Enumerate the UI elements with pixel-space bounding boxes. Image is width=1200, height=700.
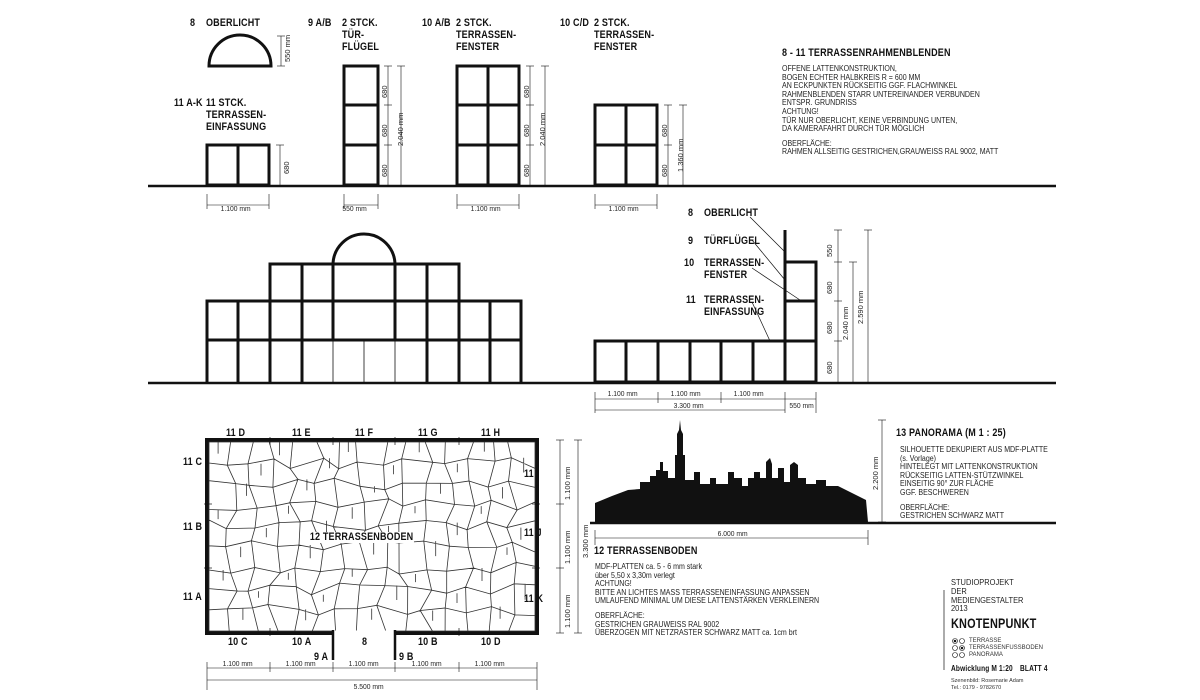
dim-tuer-w: 550 mm — [342, 204, 367, 213]
floor-10d: 10 D — [481, 636, 501, 648]
tuerfluegel-frame-shape — [344, 66, 378, 185]
floor-10b: 10 B — [418, 636, 438, 648]
floor-dim-r2: 1.100 mm — [563, 530, 572, 564]
floor-dim-r3: 1.100 mm — [563, 594, 572, 628]
sheet-label: BLATT 4 — [1020, 664, 1048, 673]
panorama-title: 13 PANORAMA (M 1 : 25) — [896, 427, 1006, 439]
phone-label: Tel.: 0179 - 9782670 — [951, 685, 1002, 691]
floor-11h: 11 H — [481, 427, 501, 439]
label-9ab-num: 9 A/B — [308, 17, 332, 29]
project-name: KNOTENPUNKT — [951, 615, 1037, 631]
dim-tuer-h2: 680 — [380, 124, 389, 137]
floor-11e: 11 E — [292, 427, 311, 439]
dim-fab-h1: 680 — [522, 85, 531, 98]
callout-8-text: OBERLICHT — [704, 207, 759, 219]
fenster-ab-frame-shape — [457, 66, 519, 185]
dim-fab-w: 1.100 mm — [470, 204, 501, 213]
callout-11-line1: TERRASSEN- — [704, 294, 765, 306]
middle-elevations — [148, 217, 1056, 413]
floor-11a: 11 A — [183, 591, 202, 603]
dim-oberlicht-h: 550 mm — [283, 34, 292, 62]
callout-9-num: 9 — [688, 235, 694, 247]
dim-fab-total: 2.040 mm — [538, 112, 547, 146]
callout-11-line2: EINFASSUNG — [704, 306, 765, 318]
dim-einfassung-h: 680 — [282, 161, 291, 174]
label-tuer-line3: FLÜGEL — [342, 41, 380, 53]
floor-10a: 10 A — [292, 636, 312, 648]
floor-dim-total: 5.500 mm — [353, 682, 384, 691]
boden-title: 12 TERRASSENBODEN — [594, 545, 698, 557]
oberlicht-arch-shape — [209, 35, 271, 66]
dim-mid-h3: 680 — [825, 321, 834, 334]
dim-fab-h2: 680 — [522, 124, 531, 137]
dim-fcd-h2: 680 — [660, 164, 669, 177]
floor-11b: 11 B — [183, 521, 203, 533]
label-ein-line2: TERRASSEN- — [206, 109, 267, 121]
dim-tuer-h1: 680 — [380, 85, 389, 98]
label-10cd-num: 10 C/D — [560, 17, 590, 29]
label-fcd-line1: 2 STCK. — [594, 17, 630, 29]
floor-center-label: 12 TERRASSENBODEN — [309, 531, 414, 543]
label-tuer-line2: TÜR- — [342, 29, 365, 41]
skyline-shape — [595, 420, 868, 522]
label-10ab-num: 10 A/B — [422, 17, 451, 29]
dim-fab-h3: 680 — [522, 164, 531, 177]
floor-11k: 11 K — [524, 593, 544, 605]
callout-10-num: 10 — [684, 257, 695, 269]
callout-10-line2: FENSTER — [704, 269, 748, 281]
dim-mid-b3: 1.100 mm — [733, 389, 764, 398]
dim-tuer-h3: 680 — [380, 164, 389, 177]
label-fab-line1: 2 STCK. — [456, 17, 492, 29]
author-label: Szenenbild: Rosemarie Adam — [951, 678, 1024, 684]
floor-9b: 9 B — [399, 651, 414, 663]
legend-marks — [953, 639, 965, 658]
floor-dim-b3: 1.100 mm — [348, 659, 379, 668]
label-fcd-line2: TERRASSEN- — [594, 29, 655, 41]
dim-total-h: 2.590 mm — [856, 290, 865, 324]
label-tuer-line1: 2 STCK. — [342, 17, 378, 29]
blenden-title: 8 - 11 TERRASSENRAHMENBLENDEN — [782, 47, 951, 59]
boden-note: MDF-PLATTEN ca. 5 - 6 mm stark über 5,50 x 3,30m verlegt ACHTUNG! BITTE AN LICHTES MASS TERRASSENEINFASSUNG ANPASSEN UMLAUFEND MINIMAL UM DIESE LATTENSTÄRKEN VERKLEINERN OBERFLÄCHE: GESTRICHEN GRAUWEISS RAL 9002 ÜBERZOGEN MIT NETZRASTER SCHWARZ MATT ca. 1cm brt — [595, 562, 820, 638]
dim-fcd-total: 1.360 mm — [676, 138, 685, 172]
dim-mid-b2: 1.100 mm — [670, 389, 701, 398]
label-fab-line3: FENSTER — [456, 41, 500, 53]
floor-dim-b4: 1.100 mm — [411, 659, 442, 668]
dim-fcd-h1: 680 — [660, 124, 669, 137]
label-11ak-num: 11 A-K — [174, 97, 203, 109]
scale-label: Abwicklung M 1:20 — [951, 664, 1013, 673]
label-fcd-line3: FENSTER — [594, 41, 638, 53]
callout-11-num: 11 — [686, 294, 696, 306]
floor-dim-total-h: 3.300 mm — [581, 524, 590, 558]
floor-11f: 11 F — [355, 427, 374, 439]
blenden-note-text: OFFENE LATTENKONSTRUKTION, BOGEN ECHTER HALBKREIS R = 600 MM AN ECKPUNKTEN RÜCKSEITIG GGF. FLACHWINKEL RAHMENBLENDEN STARR UNTEREINANDER VERBUNDEN ENTSPR. GRUNDRISS ACHTUNG! TÜR NUR OBERLICHT, KEINE VERBINDUNG UNTEN, DA KAMERAFAHRT DURCH TÜR MÖGLICH OBERFLÄCHE: RAHMEN ALLSEITIG GESTRICHEN,GRAUWEISS RAL 9002, MATT — [782, 64, 999, 157]
panorama-height: 2.200 mm — [871, 456, 880, 490]
label-oberlicht: OBERLICHT — [206, 17, 261, 29]
floor-8: 8 — [362, 636, 368, 648]
floor-10c: 10 C — [228, 636, 248, 648]
dim-mid-total-w: 3.300 mm — [673, 401, 704, 410]
callout-10-line1: TERRASSEN- — [704, 257, 765, 269]
floor-9a: 9 A — [314, 651, 329, 663]
label-ein-line1: 11 STCK. — [206, 97, 247, 109]
dim-mid-h1: 550 — [825, 244, 834, 257]
legend-panorama: PANORAMA — [969, 652, 1003, 658]
label-ein-line3: EINFASSUNG — [206, 121, 267, 133]
project-block: STUDIOPROJEKT DER MEDIENGESTALTER 2013 — [951, 577, 1024, 614]
floor-11i: 11 I — [524, 468, 540, 480]
floor-dim-b1: 1.100 mm — [222, 659, 253, 668]
callout-8-num: 8 — [688, 207, 694, 219]
floor-dim-b5: 1.100 mm — [474, 659, 505, 668]
floor-11g: 11 G — [418, 427, 438, 439]
front-elevation-shape — [207, 234, 521, 382]
label-fab-line2: TERRASSEN- — [456, 29, 517, 41]
einfassung-frame-shape — [207, 145, 269, 185]
floor-11d: 11 D — [226, 427, 246, 439]
dim-mid-h4: 680 — [825, 361, 834, 374]
floor-dim-b2: 1.100 mm — [285, 659, 316, 668]
dim-mid-h2: 680 — [825, 281, 834, 294]
dim-fcd-w: 1.100 mm — [608, 204, 639, 213]
dim-mid-total: 2.040 mm — [841, 306, 850, 340]
callout-9-text: TÜRFLÜGEL — [704, 235, 761, 247]
panorama-width: 6.000 mm — [717, 529, 748, 538]
legend-terrasse: TERRASSE — [969, 638, 1002, 644]
panorama-note: SILHOUETTE DEKUPIERT AUS MDF-PLATTE (s. Vorlage) HINTELEGT MIT LATTENKONSTRUKTION RÜCKSEITIG LATTEN-STÜTZWINKEL EINSEITIG 90° ZUR FLÄCHE GGF. BESCHWEREN OBERFLÄCHE: GESTRICHEN SCHWARZ MATT — [900, 445, 1048, 521]
fenster-cd-frame-shape — [595, 105, 657, 185]
label-8-num: 8 — [190, 17, 196, 29]
dim-einfassung-w: 1.100 mm — [220, 204, 251, 213]
legend-fussboden: TERRASSENFUSSBODEN — [969, 645, 1044, 651]
dim-tuer-total: 2.040 mm — [396, 112, 405, 146]
floor-11c: 11 C — [183, 456, 203, 468]
dim-mid-b1: 1.100 mm — [607, 389, 638, 398]
floor-11j: 11 J — [524, 527, 542, 539]
dim-mid-b4: 550 mm — [789, 401, 814, 410]
floor-dim-r1: 1.100 mm — [563, 466, 572, 500]
